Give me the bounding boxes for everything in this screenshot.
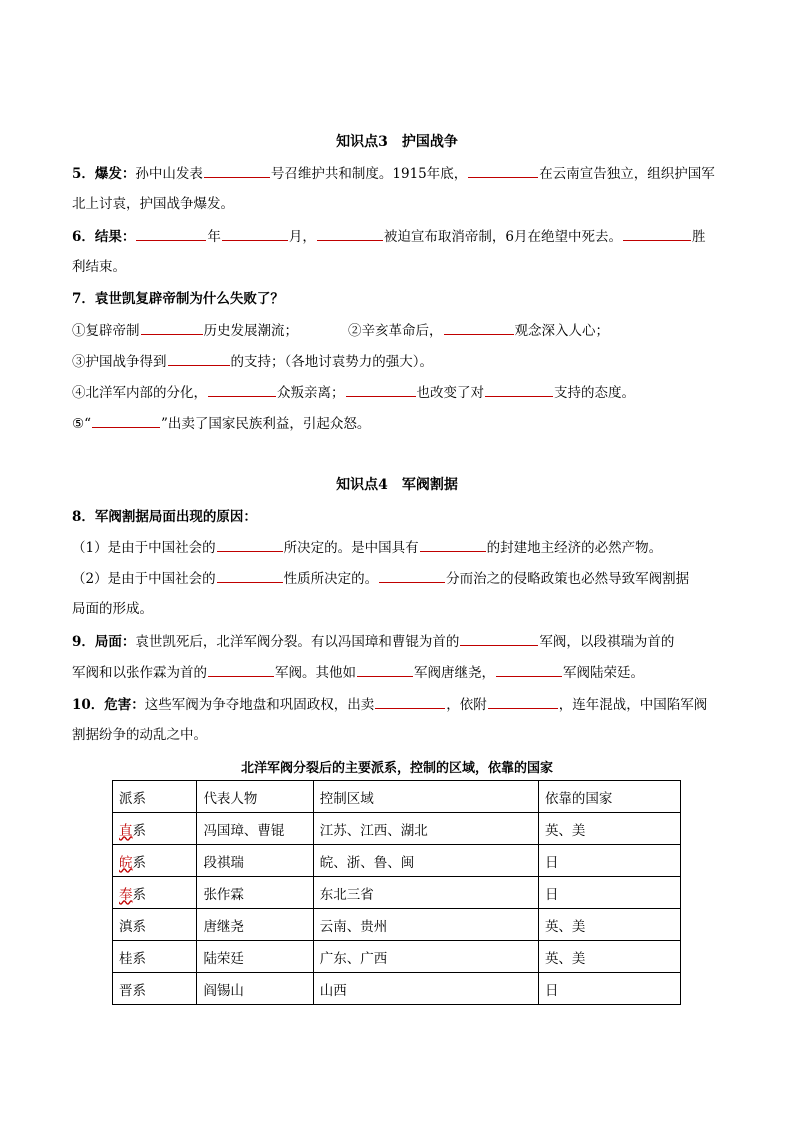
table-cell: 桂系 [113, 941, 197, 973]
q8-reason-2: （2）是由于中国社会的 性质所决定的。 分而治之的侵略政策也必然导致军阀割据 [72, 568, 732, 589]
question-10: 10．危害：这些军阀为争夺地盘和巩固政权，出卖 ，依附 ，连年混战，中国陷军阀 [72, 694, 732, 715]
table-cell: 英、美 [538, 909, 680, 941]
warlord-factions-table [112, 780, 681, 1005]
fill-blank[interactable] [168, 351, 230, 366]
fill-blank[interactable] [317, 226, 383, 241]
table-header-cell: 依靠的国家 [538, 781, 680, 813]
table-cell: 江苏、江西、湖北 [313, 813, 538, 845]
table-cell: 唐继尧 [197, 909, 313, 941]
fill-blank[interactable] [222, 226, 288, 241]
faction-first-char: 奉 [119, 886, 133, 903]
table-header-cell: 派系 [113, 781, 197, 813]
question-5: 5．爆发：孙中山发表 号召维护共和制度。1915年底， 在云南宣告独立，组织护国军 [72, 163, 732, 184]
fill-blank[interactable] [488, 694, 558, 709]
fill-blank[interactable] [217, 537, 283, 552]
table-cell: 东北三省 [313, 877, 538, 909]
question-8: 8．军阀割据局面出现的原因： [72, 509, 257, 525]
question-7: 7．袁世凯复辟帝制为什么失败了？ [72, 291, 284, 307]
fill-blank[interactable] [346, 382, 416, 397]
table-header-cell: 代表人物 [197, 781, 313, 813]
fill-blank[interactable] [141, 320, 203, 335]
fill-blank[interactable] [623, 226, 691, 241]
fill-blank[interactable] [357, 662, 413, 677]
table-cell: 云南、贵州 [313, 909, 538, 941]
table-title: 北洋军阀分裂后的主要派系，控制的区域，依靠的国家 [240, 761, 553, 776]
fill-blank[interactable] [92, 413, 160, 428]
table-row [113, 845, 681, 877]
q7-reason-row-4: ④北洋军内部的分化， 众叛亲离； 也改变了对 支持的态度。 [72, 382, 732, 403]
question-6: 6．结果： 年 月， 被迫宣布取消帝制，6月在绝望中死去。 胜 [72, 226, 732, 247]
table-cell: 英、美 [538, 813, 680, 845]
faction-cell: 直系 [113, 813, 197, 845]
section-title-4: 知识点4 军阀割据 [336, 477, 458, 493]
fill-blank[interactable] [379, 568, 445, 583]
table-header-cell: 控制区域 [313, 781, 538, 813]
q7-reason-row-5: ⑤“ ”出卖了国家民族利益，引起众怒。 [72, 413, 732, 434]
fill-blank[interactable] [468, 163, 538, 178]
table-row [113, 973, 681, 1005]
q7-reason-row-1: ①复辟帝制 历史发展潮流； ②辛亥革命后， 观念深入人心； [72, 320, 732, 341]
table-cell: 日 [538, 973, 680, 1005]
fill-blank[interactable] [375, 694, 445, 709]
fill-blank[interactable] [485, 382, 553, 397]
fill-blank[interactable] [460, 631, 538, 646]
table-cell: 段祺瑞 [197, 845, 313, 877]
question-9: 9．局面：袁世凯死后，北洋军阀分裂。有以冯国璋和曹锟为首的 军阀，以段祺瑞为首的 [72, 631, 732, 652]
fill-blank[interactable] [204, 163, 270, 178]
question-10-cont: 割据纷争的动乱之中。 [72, 727, 207, 743]
fill-blank[interactable] [208, 382, 276, 397]
table-row [113, 909, 681, 941]
table-cell: 皖、浙、鲁、闽 [313, 845, 538, 877]
fill-blank[interactable] [496, 662, 562, 677]
question-9-cont: 军阀和以张作霖为首的 军阀。其他如 军阀唐继尧， 军阀陆荣廷。 [72, 662, 732, 683]
faction-cell: 奉系 [113, 877, 197, 909]
table-cell: 张作霖 [197, 877, 313, 909]
table-cell: 晋系 [113, 973, 197, 1005]
q8-reason-2-cont: 局面的形成。 [72, 601, 153, 617]
fill-blank[interactable] [217, 568, 283, 583]
table-row [113, 813, 681, 845]
table-cell: 山西 [313, 973, 538, 1005]
fill-blank[interactable] [136, 226, 206, 241]
table-header-row [113, 781, 681, 813]
table-cell: 日 [538, 845, 680, 877]
fill-blank[interactable] [420, 537, 486, 552]
section-title-3: 知识点3 护国战争 [336, 134, 458, 150]
faction-first-char: 皖 [119, 854, 133, 871]
table-cell: 广东、广西 [313, 941, 538, 973]
faction-cell: 皖系 [113, 845, 197, 877]
table-cell: 陆荣廷 [197, 941, 313, 973]
fill-blank[interactable] [444, 320, 514, 335]
question-6-cont: 利结束。 [72, 259, 126, 275]
fill-blank[interactable] [208, 662, 274, 677]
table-row [113, 941, 681, 973]
table-cell: 日 [538, 877, 680, 909]
table-cell: 滇系 [113, 909, 197, 941]
question-5-cont: 北上讨袁，护国战争爆发。 [72, 196, 234, 212]
table-cell: 阎锡山 [197, 973, 313, 1005]
q7-reason-row-3: ③护国战争得到 的支持；（各地讨袁势力的强大）。 [72, 351, 732, 372]
faction-first-char: 直 [119, 822, 133, 839]
q8-reason-1: （1）是由于中国社会的 所决定的。是中国具有 的封建地主经济的必然产物。 [72, 537, 732, 558]
table-cell: 英、美 [538, 941, 680, 973]
table-cell: 冯国璋、曹锟 [197, 813, 313, 845]
table-row [113, 877, 681, 909]
